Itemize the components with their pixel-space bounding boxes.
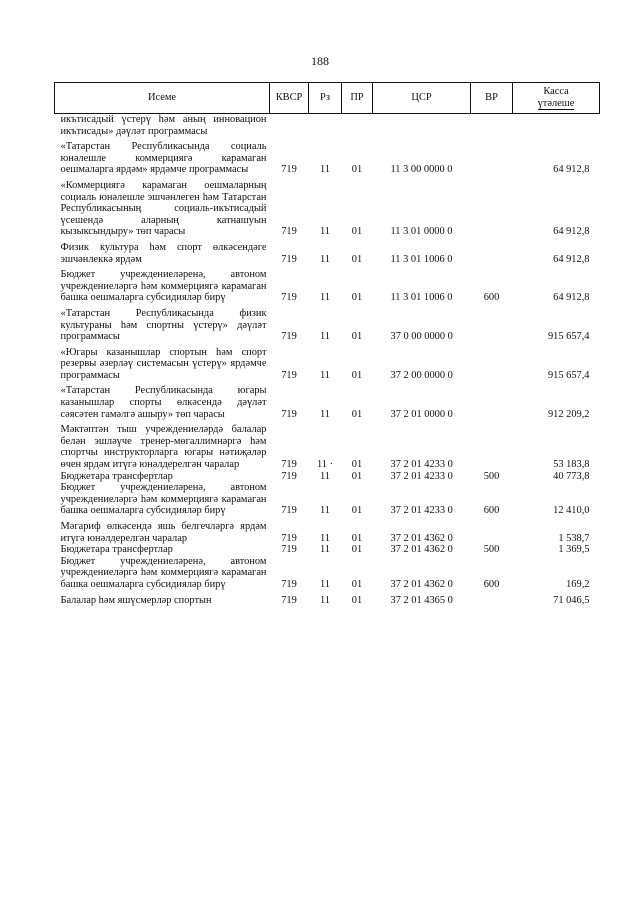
row-rz: 11: [319, 253, 330, 265]
table-row: [55, 381, 600, 420]
table-row: [55, 238, 600, 265]
row-rz: 11: [319, 408, 330, 420]
row-pr: 01: [351, 532, 363, 544]
table-row: [55, 420, 600, 470]
row-name: Бюджетара трансфертлар: [60, 544, 173, 556]
row-name: «Коммерциягә карамаган оешмаларның социаль юнәлешле эшчәнлеген һәм Татарстан Республикасының социаль-икътисадый үсешендә аларның катнашуын кызыксындыру» төп чарасы: [60, 179, 267, 238]
header-rz: Рз: [309, 83, 342, 114]
row-csr: 37 2 01 4362 0: [390, 544, 453, 556]
row-name: Мәктәптән тыш учреждениеләрдә балалар белән эшләүче тренер-мөгаллимнәргә һәм спортчы инструкторларга югары нәтиҗәләр өчен ярдәм итүгә юнәлдерелгән чаралар: [60, 424, 267, 471]
row-csr: 37 0 00 0000 0: [390, 331, 453, 343]
table-row: [55, 591, 600, 607]
row-csr: 11 3 00 0000 0: [390, 164, 453, 176]
row-vr: 600: [483, 292, 500, 304]
row-vr: [471, 420, 513, 470]
table-row: [55, 471, 600, 483]
row-pr: 01: [351, 226, 363, 238]
row-vr: 500: [483, 470, 500, 482]
row-name: икътисадый үстерү һәм аның инновацион икътисады» дәүләт программасы: [60, 114, 267, 137]
row-vr: [471, 137, 513, 176]
row-rz: [309, 114, 342, 138]
row-csr: 11 3 01 1006 0: [390, 253, 453, 265]
row-name: Физик культура һәм спорт өлкәсендәге эшчәнлеккә ярдәм: [60, 241, 267, 265]
row-rz: 11: [319, 226, 330, 238]
row-vr: 600: [483, 578, 500, 590]
row-name: Бюджет учреждениеләренә, автоном учреждениеләргә һәм коммерциягә карамаган башка оешмаларга субсидияләр бирү: [60, 555, 267, 590]
row-kvsr: 719: [281, 578, 297, 590]
row-rz: 11: [319, 331, 330, 343]
table-row: [55, 304, 600, 343]
row-cash: 64 912,8: [553, 253, 590, 265]
row-cash: 64 912,8: [553, 292, 590, 304]
row-kvsr: [270, 114, 309, 138]
row-cash: 1 369,5: [558, 544, 590, 556]
row-name: Бюджет учреждениеләренә, автоном учреждениеләргә һәм коммерциягә карамаган башка оешмаларга субсидияләр бирү: [60, 269, 267, 304]
row-vr: [471, 591, 513, 607]
row-pr: 01: [351, 594, 363, 606]
row-csr: [373, 114, 471, 138]
row-pr: [342, 114, 373, 138]
row-rz: 11: [319, 470, 330, 482]
row-csr: 37 2 01 0000 0: [390, 408, 453, 420]
table-body: [55, 114, 600, 607]
row-csr: 37 2 01 4365 0: [390, 594, 453, 606]
header-cash: [513, 83, 600, 114]
row-kvsr: 719: [281, 331, 297, 343]
row-csr: 37 2 01 4362 0: [390, 532, 453, 544]
row-cash: 915 657,4: [547, 369, 590, 381]
row-rz: 11: [319, 369, 330, 381]
row-vr: [471, 343, 513, 382]
row-name: Бюджет учреждениеләренә, автоном учреждениеләргә һәм коммерциягә карамаган башка оешмаларга субсидияләр бирү: [60, 482, 267, 517]
header-cash-line1: Касса: [543, 86, 569, 97]
row-csr: 37 2 01 4233 0: [390, 459, 453, 471]
row-cash: 53 183,8: [553, 459, 590, 471]
row-name: «Югары казанышлар спортын һәм спорт резервы әзерләү системасын үстерү» ярдәмче программасы: [60, 346, 267, 381]
row-kvsr: 719: [281, 408, 297, 420]
row-pr: 01: [351, 470, 363, 482]
row-pr: 01: [351, 505, 363, 517]
row-cash: 64 912,8: [553, 226, 590, 238]
row-kvsr: 719: [281, 292, 297, 304]
row-csr: 37 2 00 0000 0: [390, 369, 453, 381]
row-name: Бюджетара трансфертлар: [60, 470, 173, 482]
row-kvsr: 719: [281, 594, 297, 606]
header-pr: ПР: [342, 83, 373, 114]
row-pr: 01: [351, 544, 363, 556]
row-kvsr: 719: [281, 253, 297, 265]
page-number: 188: [311, 54, 329, 68]
row-pr: 01: [351, 369, 363, 381]
row-rz: 11: [319, 292, 330, 304]
row-cash: 912 209,2: [547, 408, 590, 420]
table-row: [55, 343, 600, 382]
row-cash: 1 538,7: [558, 532, 590, 544]
row-pr: 01: [351, 292, 363, 304]
row-rz: 11: [319, 164, 330, 176]
row-kvsr: 719: [281, 226, 297, 238]
row-vr: 500: [483, 544, 500, 556]
header-csr: ЦСР: [373, 83, 471, 114]
row-csr: 11 3 01 0000 0: [390, 226, 453, 238]
row-vr: [471, 238, 513, 265]
table-row: [55, 265, 600, 304]
row-name: Балалар һәм яшүсмерләр спортын: [60, 594, 212, 606]
row-kvsr: 719: [281, 459, 297, 471]
row-kvsr: 719: [281, 369, 297, 381]
row-vr: [471, 517, 513, 544]
table-row: [55, 544, 600, 556]
header-vr: ВР: [471, 83, 513, 114]
row-kvsr: 719: [281, 544, 297, 556]
row-name: «Татарстан Республикасында югары казанышлар спорты өлкәсендә дәүләт сәясәтен гамәлгә ашыру» төп чарасы: [60, 385, 267, 420]
table-row: [55, 482, 600, 517]
row-rz: 11: [319, 505, 330, 517]
row-cash: 169,2: [566, 578, 590, 590]
header-kvsr: КВСР: [270, 83, 309, 114]
row-pr: 01: [351, 459, 363, 471]
row-cash: 64 912,8: [553, 164, 590, 176]
header-cash-line2: үтәлеше: [537, 98, 575, 109]
row-rz: 11 ·: [316, 459, 334, 471]
row-kvsr: 719: [281, 505, 297, 517]
row-cash: 71 046,5: [553, 594, 590, 606]
budget-table: [54, 82, 600, 606]
row-cash: 12 410,0: [553, 505, 590, 517]
table-row: [55, 517, 600, 544]
row-csr: 11 3 01 1006 0: [390, 292, 453, 304]
row-rz: 11: [319, 594, 330, 606]
row-pr: 01: [351, 164, 363, 176]
row-pr: 01: [351, 331, 363, 343]
row-cash: 40 773,8: [553, 470, 590, 482]
row-csr: 37 2 01 4362 0: [390, 578, 453, 590]
row-csr: 37 2 01 4233 0: [390, 505, 453, 517]
row-name: «Татарстан Республикасында социаль юнәлешле коммерциягә карамаган оешмаларга ярдәм» ярдәмче программасы: [60, 141, 267, 176]
table-row: [55, 176, 600, 238]
header-name: Исеме: [55, 83, 270, 114]
row-pr: 01: [351, 253, 363, 265]
row-rz: 11: [319, 532, 330, 544]
table-header: [55, 83, 600, 114]
row-vr: [471, 304, 513, 343]
row-vr: 600: [483, 505, 500, 517]
row-rz: 11: [319, 544, 330, 556]
row-kvsr: 719: [281, 532, 297, 544]
row-kvsr: 719: [281, 470, 297, 482]
row-name: Мәгариф өлкәсендә яшь белгечләргә ярдәм итүгә юнәлдерелгән чаралар: [60, 521, 267, 544]
row-kvsr: 719: [281, 164, 297, 176]
row-pr: 01: [351, 408, 363, 420]
row-cash: 915 657,4: [547, 331, 590, 343]
row-name: «Татарстан Республикасында физик культураны һәм спортны үстерү» дәүләт программасы: [60, 307, 267, 343]
row-rz: 11: [319, 578, 330, 590]
row-pr: 01: [351, 578, 363, 590]
row-cash: [513, 114, 600, 138]
table-row: [55, 556, 600, 591]
row-vr: [471, 381, 513, 420]
table-row: [55, 114, 600, 138]
row-csr: 37 2 01 4233 0: [390, 470, 453, 482]
row-vr: [471, 176, 513, 238]
row-vr: [471, 114, 513, 138]
table-row: [55, 137, 600, 176]
